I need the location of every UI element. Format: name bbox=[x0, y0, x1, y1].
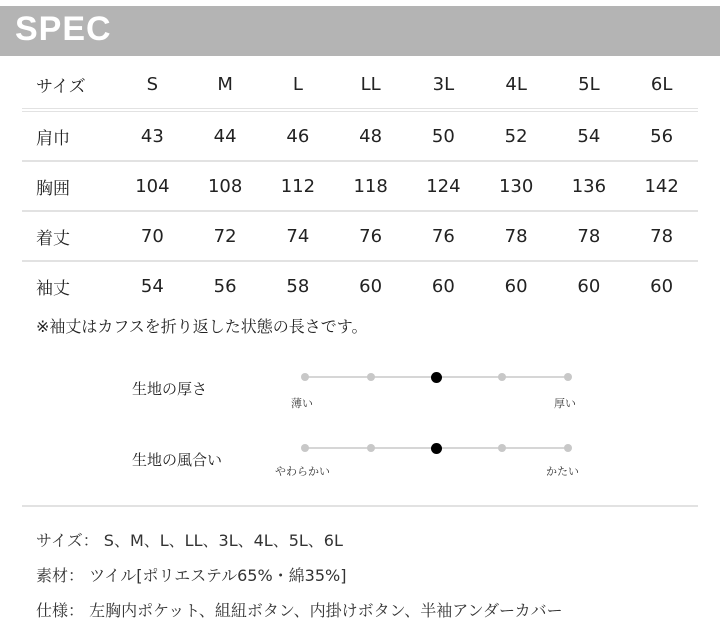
table-cell: 78 bbox=[625, 211, 698, 261]
table-cell: 78 bbox=[553, 211, 626, 261]
table-cell: 60 bbox=[577, 275, 601, 297]
row-label: 着丈 bbox=[22, 211, 116, 261]
section-divider bbox=[22, 505, 698, 507]
scale-dot bbox=[498, 444, 506, 452]
texture-right-label: かたい bbox=[546, 465, 579, 478]
scale-dot bbox=[367, 444, 375, 452]
thickness-left-label: 薄い bbox=[291, 397, 313, 410]
row-label: 胸囲 bbox=[22, 161, 116, 211]
row-label: 肩巾 bbox=[22, 110, 116, 161]
table-cell: 50 bbox=[407, 110, 480, 161]
table-cell: 60 bbox=[431, 275, 455, 297]
table-row bbox=[22, 261, 698, 310]
row-label: 袖丈 bbox=[36, 278, 70, 299]
table-row bbox=[22, 211, 698, 261]
scale-dot-selected bbox=[431, 372, 442, 383]
table-cell: 108 bbox=[189, 161, 262, 211]
thickness-scale-label: 生地の厚さ bbox=[132, 380, 208, 398]
texture-left-label: やわらかい bbox=[275, 465, 330, 478]
info-material: 素材： ツイル[ポリエステル65%・綿35%] bbox=[36, 566, 347, 585]
table-header-row bbox=[22, 60, 698, 110]
scale-dot-selected bbox=[431, 443, 442, 454]
size-header-3l: 3L bbox=[407, 60, 480, 110]
size-header-ll: LL bbox=[334, 60, 407, 110]
table-row bbox=[22, 110, 698, 161]
table-cell: 72 bbox=[189, 211, 262, 261]
scale-dot bbox=[301, 373, 309, 381]
scale-dot bbox=[367, 373, 375, 381]
table-cell: 54 bbox=[553, 110, 626, 161]
table-cell: 54 bbox=[140, 275, 164, 297]
size-header-6l: 6L bbox=[625, 60, 698, 110]
table-cell: 78 bbox=[480, 211, 553, 261]
table-cell: 44 bbox=[189, 110, 262, 161]
sleeve-note: ※袖丈はカフスを折り返した状態の長さです。 bbox=[36, 317, 368, 336]
scale-dot bbox=[301, 444, 309, 452]
table-cell: 118 bbox=[334, 161, 407, 211]
table-cell: 104 bbox=[116, 161, 189, 211]
size-spec-table bbox=[22, 60, 698, 310]
table-cell: 124 bbox=[407, 161, 480, 211]
table-cell: 43 bbox=[116, 110, 189, 161]
size-header-s: S bbox=[116, 60, 189, 110]
table-cell: 112 bbox=[262, 161, 335, 211]
header-label-size: サイズ bbox=[22, 60, 116, 110]
table-cell: 136 bbox=[553, 161, 626, 211]
table-cell: 74 bbox=[262, 211, 335, 261]
header-bar bbox=[0, 6, 720, 56]
scale-dot bbox=[564, 444, 572, 452]
table-cell: 58 bbox=[286, 275, 310, 297]
info-sizes: サイズ： S、M、L、LL、3L、4L、5L、6L bbox=[36, 531, 343, 550]
table-row bbox=[22, 161, 698, 211]
size-header-l: L bbox=[262, 60, 335, 110]
texture-scale-label: 生地の風合い bbox=[132, 451, 223, 469]
page-title: SPEC bbox=[15, 10, 112, 48]
scale-dot bbox=[498, 373, 506, 381]
table-cell: 70 bbox=[116, 211, 189, 261]
table-cell: 76 bbox=[407, 211, 480, 261]
table-cell: 76 bbox=[334, 211, 407, 261]
table-cell: 46 bbox=[262, 110, 335, 161]
table-cell: 48 bbox=[334, 110, 407, 161]
size-header-m: M bbox=[189, 60, 262, 110]
table-cell: 60 bbox=[650, 275, 674, 297]
table-cell: 60 bbox=[359, 275, 383, 297]
scale-dot bbox=[564, 373, 572, 381]
table-cell: 52 bbox=[480, 110, 553, 161]
table-cell: 130 bbox=[480, 161, 553, 211]
table-cell: 56 bbox=[213, 275, 237, 297]
info-spec: 仕様： 左胸内ポケット、組紐ボタン、内掛けボタン、半袖アンダーカバー bbox=[36, 601, 563, 620]
table-cell: 56 bbox=[625, 110, 698, 161]
table-cell: 142 bbox=[625, 161, 698, 211]
thickness-right-label: 厚い bbox=[554, 397, 576, 410]
size-header-5l: 5L bbox=[553, 60, 626, 110]
table-cell: 60 bbox=[504, 275, 528, 297]
size-header-4l: 4L bbox=[480, 60, 553, 110]
